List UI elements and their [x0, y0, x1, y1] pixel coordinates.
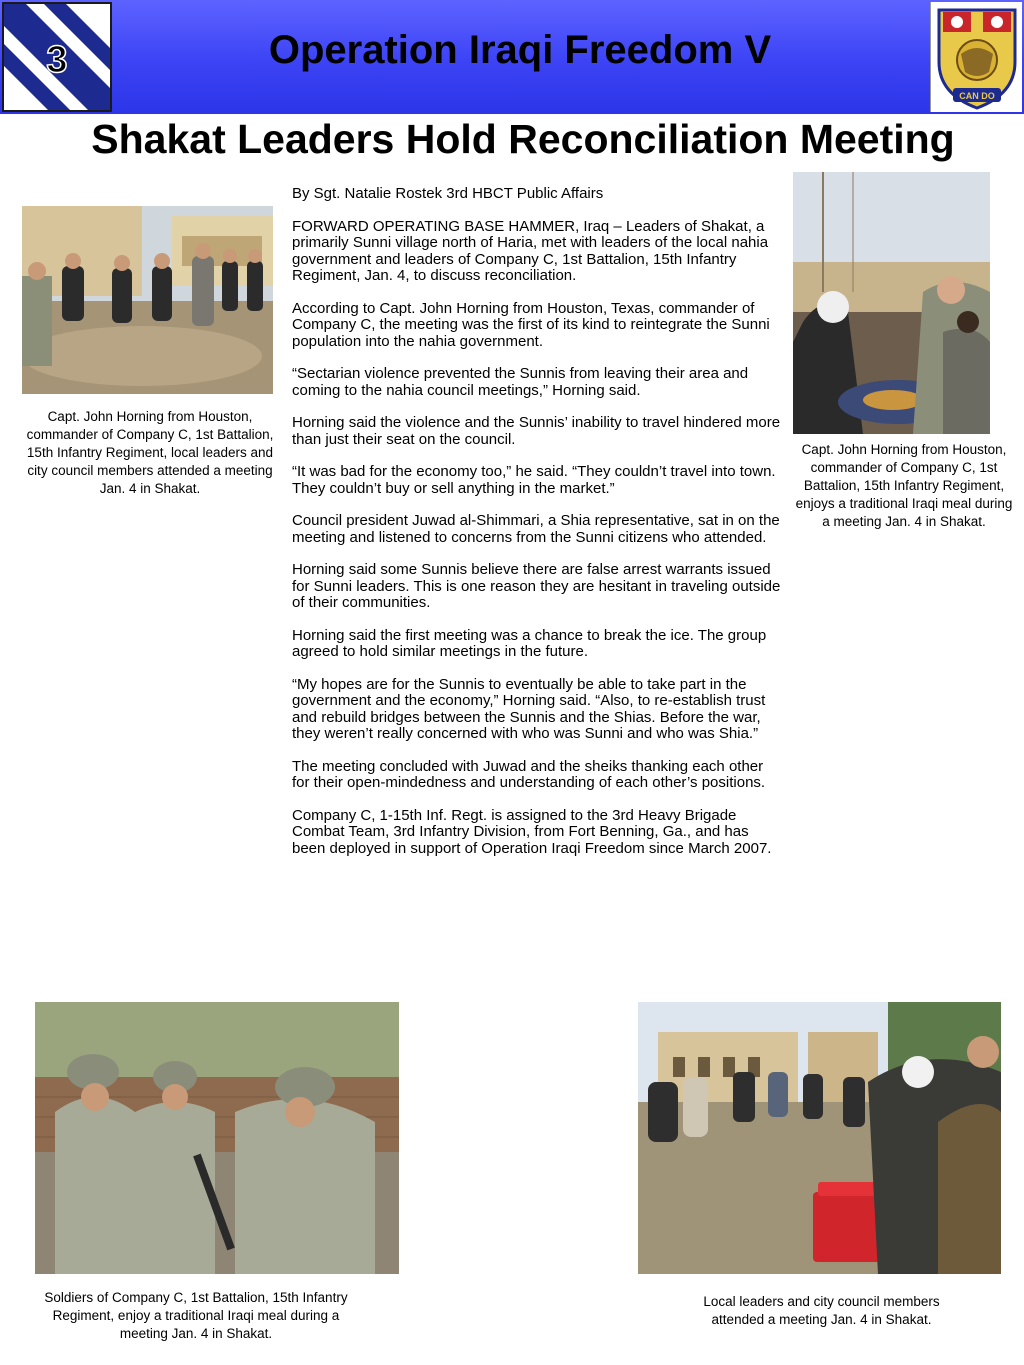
article-body: [292, 186, 784, 873]
article-paragraph: “My hopes are for the Sunnis to eventually be able to take part in the government and the economy,” Horning said. “Also, to re-establish trust and rebuild bridges between the Sunnis and the Shias. Before the war, they weren’t really concerned with who was Sunni and who was Shia.”: [292, 675, 766, 742]
article-paragraph: Horning said some Sunnis believe there are false arrest warrants issued for Sunni leaders. This is one reason they are hesitant in traveling outside of their communities.: [292, 561, 781, 611]
caption-bottom-left: Soldiers of Company C, 1st Battalion, 15th Infantry Regiment, enjoy a traditional Iraqi meal during a meeting Jan. 4 in Shakat.: [44, 1290, 348, 1341]
logo-number: 3: [46, 39, 68, 81]
caption-top-left: Capt. John Horning from Houston, commander of Company C, 1st Battalion, 15th Infantry Regiment, local leaders and city council members attended a meeting Jan. 4 in Shakat.: [26, 409, 274, 496]
photo-local-leaders: [638, 1002, 1001, 1274]
headline: Shakat Leaders Hold Reconciliation Meeting: [91, 116, 955, 162]
article-paragraph: “It was bad for the economy too,” he said. “They couldn’t travel into town. They couldn’t buy or sell anything in the market.”: [292, 463, 776, 497]
article-paragraph: Horning said the first meeting was a chance to break the ice. The group agreed to hold similar meetings in the future.: [292, 626, 767, 660]
3id-division-logo: [2, 2, 112, 112]
article-paragraph: FORWARD OPERATING BASE HAMMER, Iraq – Leaders of Shakat, a primarily Sunni village north of Haria, met with leaders of the local nahia government and leaders of Company C, 1st Battalion, 15th Infantry Regiment, Jan. 4, to discuss reconciliation.: [292, 217, 769, 284]
photo-meeting-outdoor: [22, 206, 273, 394]
article-paragraph: Horning said the violence and the Sunnis’ inability to travel hindered more than just their seat on the council.: [292, 414, 781, 448]
caption-top-right: Capt. John Horning from Houston, commander of Company C, 1st Battalion, 15th Infantry Regiment, enjoys a traditional Iraqi meal during a meeting Jan. 4 in Shakat.: [795, 442, 1013, 529]
article-paragraph: Company C, 1-15th Inf. Regt. is assigned to the 3rd Heavy Brigade Combat Team, 3rd Infantry Division, from Fort Benning, Ga., and has been deployed in support of Operation Iraqi Freedom since March 2007.: [292, 806, 772, 857]
can-do-crest: [930, 2, 1022, 112]
byline: By Sgt. Natalie Rostek 3rd HBCT Public Affairs: [292, 185, 604, 202]
crest-motto: CAN DO: [959, 91, 995, 101]
photo-soldiers: [35, 1002, 399, 1274]
article-paragraph: Council president Juwad al-Shimmari, a Shia representative, sat in on the meeting and listened to concerns from the Sunni citizens who attended.: [292, 512, 780, 546]
header-title: Operation Iraqi Freedom V: [268, 28, 772, 72]
article-paragraph: The meeting concluded with Juwad and the sheiks thanking each other for their open-mindedness and understanding of each other’s positions.: [292, 757, 766, 791]
photo-meal-horning: [793, 172, 990, 434]
article-paragraph: According to Capt. John Horning from Houston, Texas, commander of Company C, the meeting was the first of its kind to reintegrate the Sunni population into the nahia government.: [292, 299, 770, 350]
caption-bottom-right: Local leaders and city council members attended a meeting Jan. 4 in Shakat.: [703, 1294, 940, 1327]
article-paragraph: “Sectarian violence prevented the Sunnis from leaving their area and coming to the nahia council meetings,” Horning said.: [292, 365, 749, 399]
